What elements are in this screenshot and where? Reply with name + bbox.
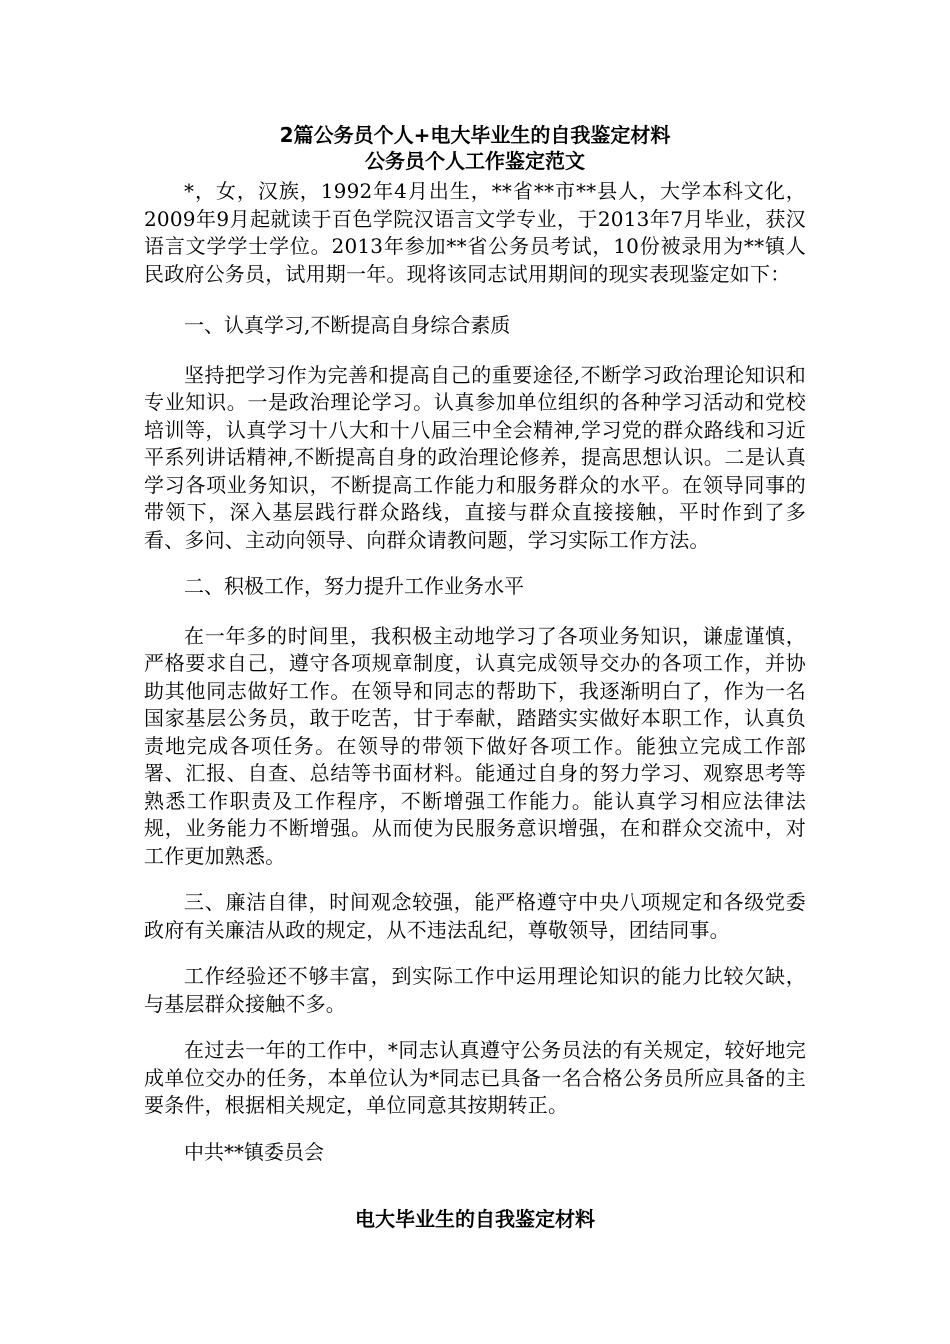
section-paragraph-4: 工作经验还不够丰富，到实际工作中运用理论知识的能力比较欠缺，与基层群众接触不多。 bbox=[144, 964, 806, 1016]
section-heading-1: 一、认真学习,不断提高自身综合素质 bbox=[184, 313, 511, 337]
intro-paragraph: *，女，汉族，1992年4月出生，**省**市**县人，大学本科文化，2009年9月起就读于百色学院汉语言文学专业，于2013年7月毕业，获汉语言文学学士学位。2013年参加**省公务员考试，10份被录用为**镇人民政府公务员，试用期一年。现将该同志试用期间的现实表现鉴定如下： bbox=[144, 179, 806, 286]
document-page bbox=[144, 122, 806, 1232]
section-paragraph-1: 坚持把学习作为完善和提高自己的重要途径,不断学习政治理论知识和专业知识。一是政治理论学习。认真参加单位组织的各种学习活动和党校培训等，认真学习十八大和十八届三中全会精神,学习党的群众路线和习近平系列讲话精神,不断提高自身的政治理论修养，提高思想认识。二是认真学习各项业务知识，不断提高工作能力和服务群众的水平。在领导同事的带领下，深入基层践行群众路线，直接与群众直接接触，平时作到了多看、多问、主动向领导、向群众请教问题，学习实际工作方法。 bbox=[144, 362, 806, 552]
document-title: 2篇公务员个人+电大毕业生的自我鉴定材料 bbox=[279, 123, 671, 147]
signature-line: 中共**镇委员会 bbox=[184, 1139, 324, 1164]
second-article-title: 电大毕业生的自我鉴定材料 bbox=[355, 1207, 595, 1231]
section-paragraph-5: 在过去一年的工作中，*同志认真遵守公务员法的有关规定，较好地完成单位交办的任务，本单位认为*同志已具备一名合格公务员所应具备的主要条件，根据相关规定，单位同意其按期转正。 bbox=[144, 1038, 806, 1117]
section-paragraph-2: 在一年多的时间里，我积极主动地学习了各项业务知识，谦虚谨慎，严格要求自己，遵守各项规章制度，认真完成领导交办的各项工作，并协助其他同志做好工作。在领导和同志的帮助下，我逐渐明白了，作为一名国家基层公务员，敢于吃苦，甘于奉献，踏踏实实做好本职工作，认真负责地完成各项任务。在领导的带领下做好各项工作。能独立完成工作部署、汇报、自查、总结等书面材料。能通过自身的努力学习、观察思考等熟悉工作职责及工作程序，不断增强工作能力。能认真学习相应法律法规，业务能力不断增强。从而使为民服务意识增强，在和群众交流中，对工作更加熟悉。 bbox=[144, 623, 806, 868]
section-heading-2: 二、积极工作，努力提升工作业务水平 bbox=[184, 574, 524, 598]
document-subtitle-heading: 公务员个人工作鉴定范文 bbox=[365, 149, 585, 173]
section-paragraph-3: 三、廉洁自律，时间观念较强，能严格遵守中央八项规定和各级党委政府有关廉洁从政的规定，从不违法乱纪，尊敬领导，团结同事。 bbox=[144, 890, 806, 942]
